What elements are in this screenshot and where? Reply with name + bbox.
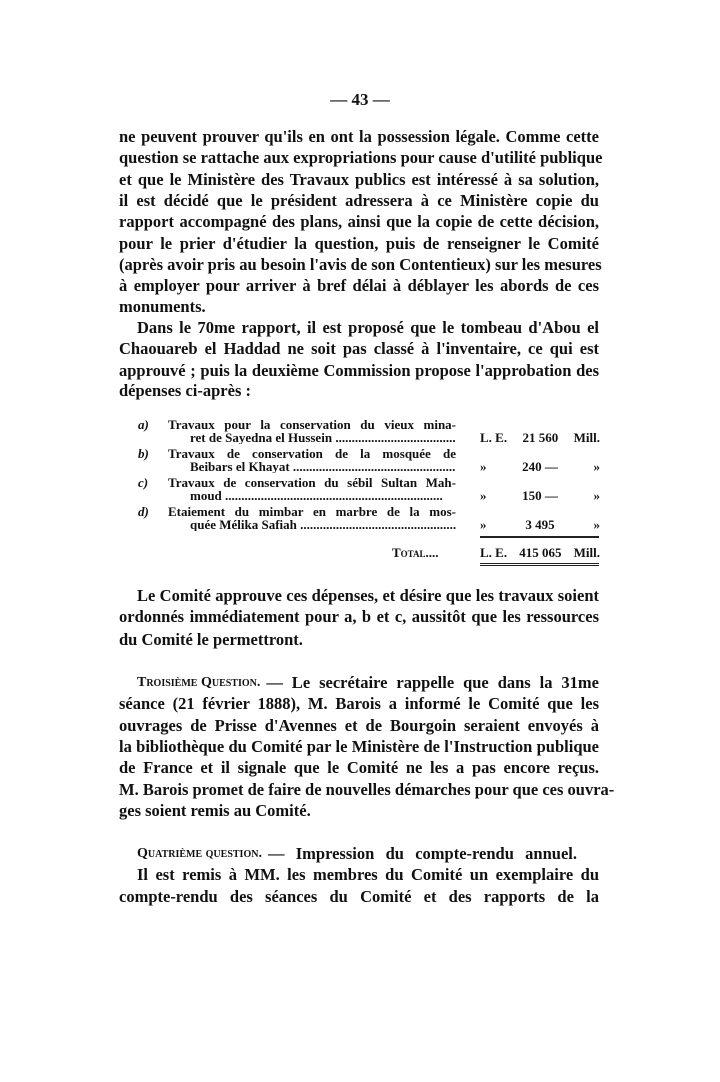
total-label: Total.... (392, 545, 439, 560)
text-line: ordonnés immédiatement pour a, b et c, aussitôt que les ressources (119, 607, 599, 626)
text-line (137, 673, 599, 693)
item-description-cont: moud ..... (190, 489, 456, 502)
currency: » (480, 459, 487, 474)
text-line: monuments. (119, 297, 206, 316)
text: — Impression du compte-rendu annuel. (267, 844, 577, 863)
text-line: pour le prier d'étudier la question, puis de renseigner le Comité (119, 234, 599, 253)
text-line: M. Barois promet de faire de nouvelles démarches pour que ces ouvra- (119, 780, 615, 799)
item-letter: c) (138, 475, 149, 490)
text-line: approuvé ; puis la deuxième Commission propose l'approbation des (119, 361, 599, 380)
section-heading: Troisième Question. (137, 675, 261, 690)
text-line (137, 844, 577, 864)
text-line: et que le Ministère des Travaux publics est intéressé à sa solution, (119, 170, 599, 189)
total-amount: 415 065 (519, 545, 562, 560)
text-line: dépenses ci-après : (119, 381, 251, 400)
unit: » (593, 459, 600, 474)
text-line: Il est remis à MM. les membres du Comité un exemplaire du (137, 865, 599, 884)
text-line: Le Comité approuve ces dépenses, et désire que les travaux soient (137, 586, 599, 605)
total-rule (480, 563, 599, 566)
text-line: la bibliothèque du Comité par le Ministère de l'Instruction publique (119, 737, 599, 756)
item-description: Travaux pour la conservation du vieux mina- (168, 417, 456, 432)
text-line: de France et il signale que le Comité ne les a pas encore reçus. (119, 758, 599, 777)
item-description: Travaux de conservation de la mosquée de (168, 446, 456, 461)
text: — Le secrétaire rappelle que dans la 31me (266, 673, 599, 692)
text-line: (après avoir pris au besoin l'avis de son Contentieux) sur les mesures (119, 255, 602, 274)
text-line: ouvrages de Prisse d'Avennes et de Bourgoin seraient envoyés à (119, 716, 599, 735)
unit: Mill. (573, 430, 600, 445)
text-line: il est décidé que le président adressera à ce Ministère copie du (119, 191, 599, 210)
amount: 240 — (522, 459, 558, 474)
text-line: rapport accompagné des plans, ainsi que la copie de cette décision, (119, 212, 599, 231)
amount: 3 495 (525, 517, 555, 532)
item-description: Travaux de conservation du sébil Sultan Mah- (168, 475, 456, 490)
text-line: du Comité le permettront. (119, 630, 303, 649)
unit: » (593, 517, 600, 532)
text-line: Dans le 70me rapport, il est proposé que le tombeau d'Abou el (137, 318, 599, 337)
text-line: question se rattache aux expropriations pour cause d'utilité publique (119, 148, 603, 167)
amount: 21 560 (522, 430, 559, 445)
text-line: Chaouareb el Haddad ne soit pas classé à l'inventaire, ce qui est (119, 339, 599, 358)
section-heading: Quatrième question. (137, 846, 262, 861)
currency: L. E. (480, 430, 508, 445)
currency: L. E. (480, 545, 508, 560)
text-line: ne peuvent prouver qu'ils en ont la possession légale. Comme cette (119, 127, 599, 146)
unit: » (593, 488, 600, 503)
item-description-cont: quée Mélika Safiah ..... (190, 518, 456, 531)
currency: » (480, 517, 487, 532)
text-line: à employer pour arriver à bref délai à déblayer les abords de ces (119, 276, 599, 295)
item-description-cont: Beibars el Khayat ..... (190, 460, 456, 473)
item-letter: d) (138, 504, 149, 519)
item-description-cont: ret de Sayedna el Hussein ..... (190, 431, 456, 444)
text-line: compte-rendu des séances du Comité et des rapports de la (119, 887, 599, 906)
item-description: Etaiement du mimbar en marbre de la mos- (168, 504, 456, 519)
text-line: ges soient remis au Comité. (119, 801, 311, 820)
text-line: séance (21 février 1888), M. Barois a informé le Comité que les (119, 694, 599, 713)
amount: 150 — (522, 488, 558, 503)
currency: » (480, 488, 487, 503)
item-letter: a) (138, 417, 149, 432)
item-letter: b) (138, 446, 149, 461)
unit: Mill. (573, 545, 600, 560)
sum-rule (480, 536, 599, 538)
page-number: — 43 — (330, 90, 390, 109)
